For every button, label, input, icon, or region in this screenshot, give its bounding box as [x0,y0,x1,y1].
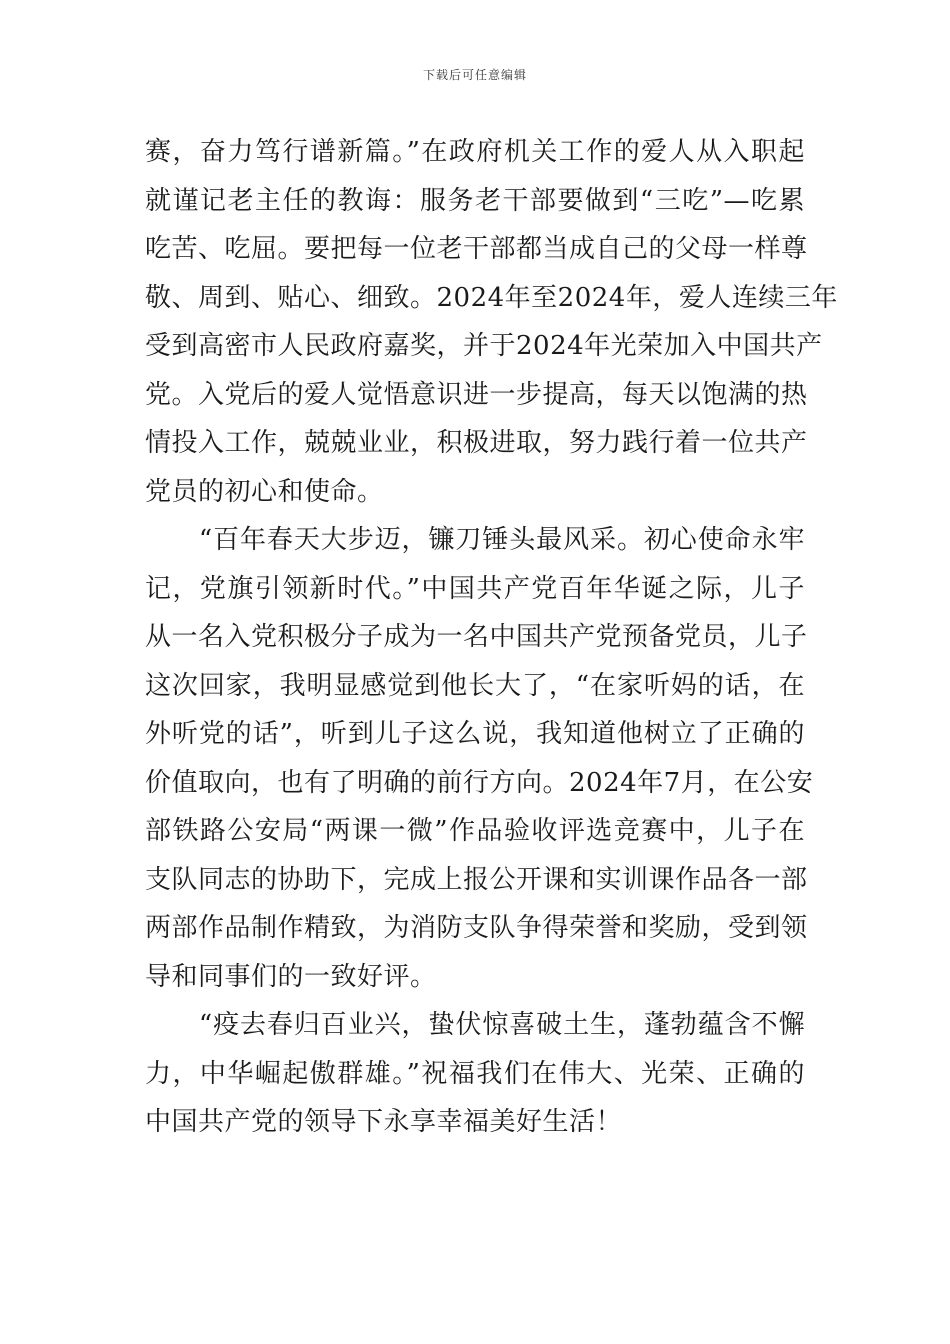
text-line: 从一名入党积极分子成为一名中国共产党预备党员，儿子 [145,622,808,652]
text-line: 情投入工作，兢兢业业，积极进取，努力践行着一位共产 [145,428,808,458]
header-note: 下载后可任意编辑 [422,68,527,82]
text-line: 力，中华崛起傲群雄。”祝福我们在伟大、光荣、正确的 [145,1058,805,1089]
text-line: “百年春天大步迈，镰刀锤头最风采。初心使命永牢 [145,525,805,555]
text-line: 支队同志的协助下，完成上报公开课和实训课作品各一部 [145,864,808,895]
text-line: 吃苦、吃屈。要把每一位老干部都当成自己的父母一样尊 [145,234,808,264]
body-text [145,128,838,1147]
text-line: 部铁路公安局“两课一微”作品验收评选竞赛中，儿子在 [145,816,805,846]
text-line: 赛，奋力笃行谱新篇。”在政府机关工作的爱人从入职起 [145,137,805,167]
text-line: 党。入党后的爱人觉悟意识进一步提高，每天以饱满的热 [145,379,808,410]
text-line: 敬、周到、贴心、细致。2024年至2024年，爱人连续三年 [145,282,838,313]
text-line: 导和同事们的一致好评。 [145,961,437,992]
text-line: 党员的初心和使命。 [145,476,384,507]
text-line: 中国共产党的领导下永享幸福美好生活！ [145,1107,623,1137]
text-line: 记，党旗引领新时代。”中国共产党百年华诞之际，儿子 [145,573,805,604]
text-line: 就谨记老主任的教诲：服务老干部要做到“三吃”—吃累 [145,185,805,216]
text-line: 价值取向，也有了明确的前行方向。2024年7月，在公安 [145,767,814,798]
text-line: 外听党的话”，听到儿子这么说，我知道他树立了正确的 [145,719,805,749]
text-line: 这次回家，我明显感觉到他长大了，“在家听妈的话，在 [145,670,805,701]
text-line: 受到高密市人民政府嘉奖，并于2024年光荣加入中国共产 [145,331,823,361]
text-line: 两部作品制作精致，为消防支队争得荣誉和奖励，受到领 [145,913,808,943]
paragraph-1 [145,128,838,516]
paragraph-3 [145,1001,805,1147]
text-line: “疫去春归百业兴，蛰伏惊喜破土生，蓬勃蕴含不懈 [145,1010,805,1040]
paragraph-2 [145,516,814,1001]
